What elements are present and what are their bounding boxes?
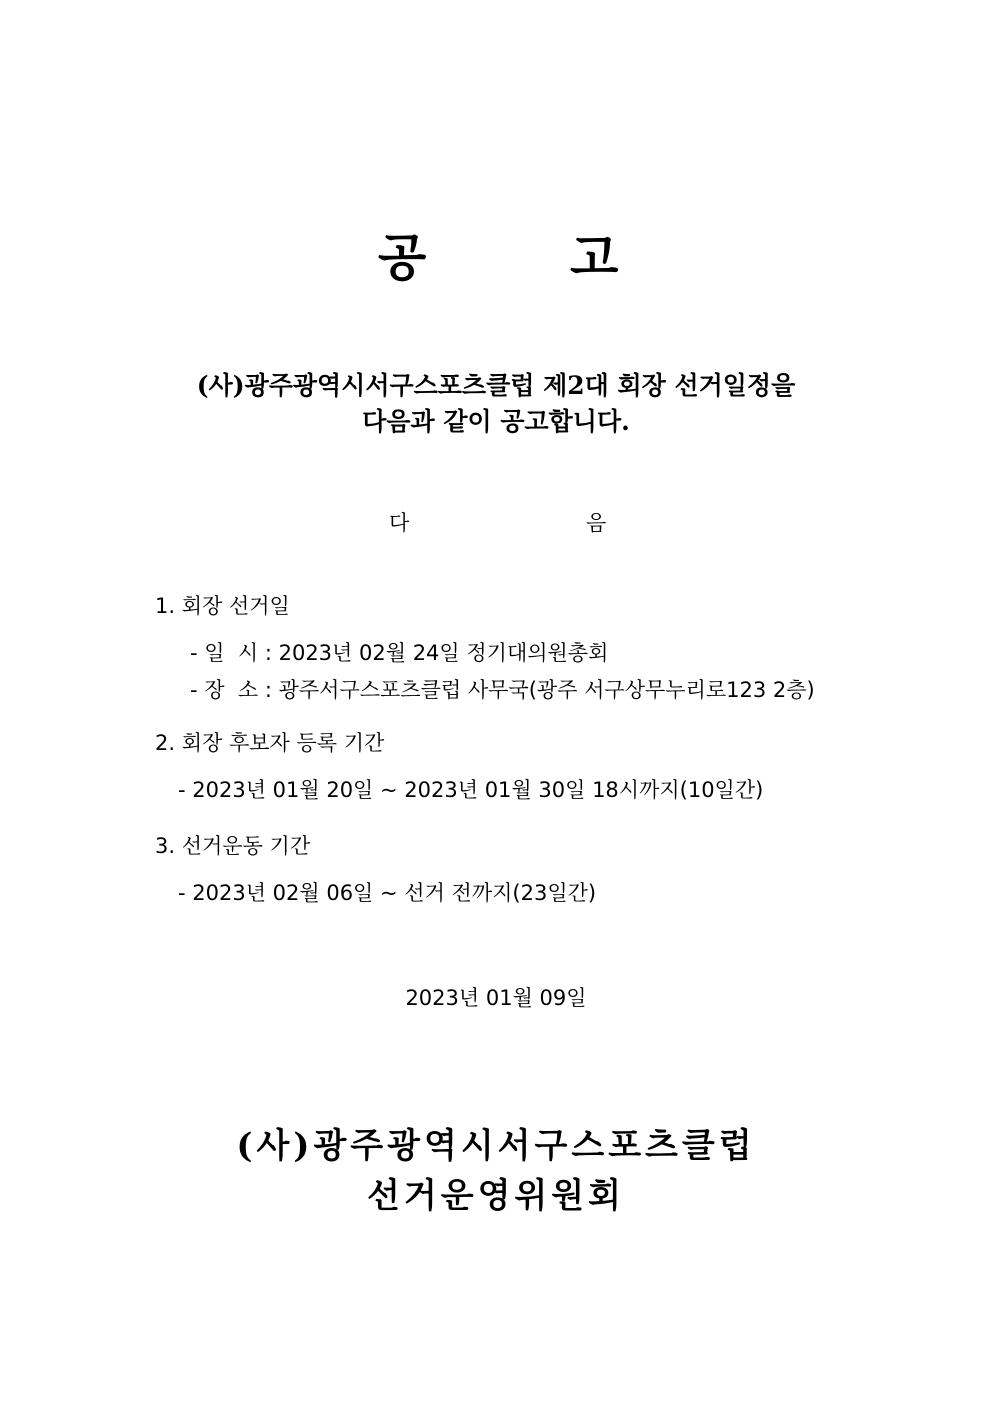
section-1-item-2: - 장 소 : 광주서구스포츠클럽 사무국(광주 서구상무누리로123 2층) — [190, 678, 815, 702]
subheading-char-1: 다 — [389, 511, 410, 535]
section-2-heading: 2. 회장 후보자 등록 기간 — [155, 731, 385, 755]
organization-name: (사)광주광역시서구스포츠클럽 — [236, 1126, 756, 1166]
title-char-1: 공 — [378, 228, 427, 287]
section-1-item-1: - 일 시 : 2023년 02월 24일 정기대의원총회 — [190, 641, 609, 665]
section-2-item-1: - 2023년 01월 20일 ~ 2023년 01월 30일 18시까지(10일간) — [178, 778, 764, 802]
title-char-2: 고 — [570, 228, 619, 287]
section-1-heading: 1. 회장 선거일 — [155, 594, 290, 618]
intro-line-1: (사)광주광역시서구스포츠클럽 제2대 회장 선거일정을 — [196, 371, 796, 400]
section-3-heading: 3. 선거운동 기간 — [155, 834, 311, 858]
intro-line-2: 다음과 같이 공고합니다. — [362, 407, 630, 436]
notice-date: 2023년 01월 09일 — [405, 986, 587, 1010]
organization-committee: 선거운영위원회 — [367, 1176, 625, 1216]
subheading-char-2: 음 — [586, 511, 607, 535]
section-3-item-1: - 2023년 02월 06일 ~ 선거 전까지(23일간) — [178, 881, 597, 905]
